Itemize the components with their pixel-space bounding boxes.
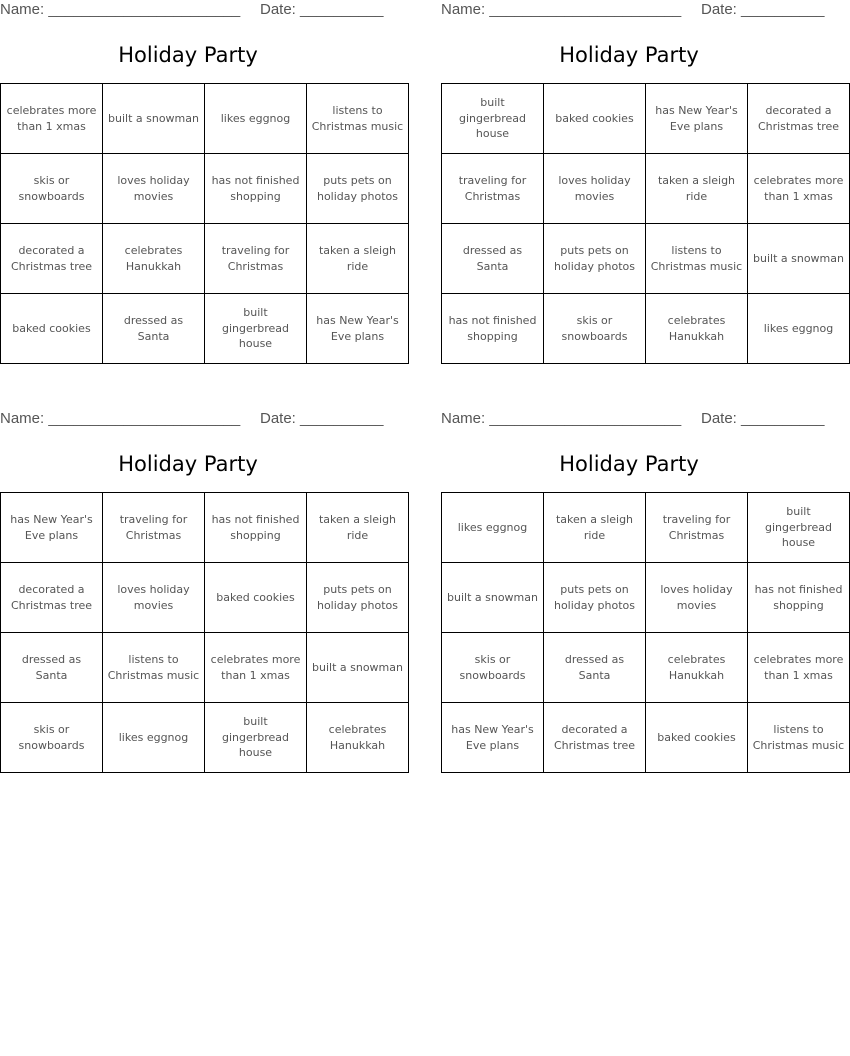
- bingo-cell: decorated a Christmas tree: [1, 563, 103, 633]
- bingo-cell: has New Year's Eve plans: [646, 84, 748, 154]
- bingo-cell: traveling for Christmas: [103, 493, 205, 563]
- bingo-cell: built a snowman: [442, 563, 544, 633]
- bingo-cell: built a snowman: [307, 633, 409, 703]
- bingo-cell: dressed as Santa: [544, 633, 646, 703]
- grid-row: [1, 84, 409, 154]
- grid-row: [442, 563, 850, 633]
- grid-row: [442, 84, 850, 154]
- grid-row: [1, 563, 409, 633]
- bingo-cell: baked cookies: [1, 294, 103, 364]
- name-field-label: Name: _______________________: [441, 1, 682, 18]
- bingo-cell: baked cookies: [205, 563, 307, 633]
- bingo-cell: puts pets on holiday photos: [307, 154, 409, 224]
- bingo-cell: traveling for Christmas: [205, 224, 307, 294]
- bingo-cell: traveling for Christmas: [442, 154, 544, 224]
- bingo-cell: baked cookies: [646, 703, 748, 773]
- bingo-card-2: [441, 0, 844, 343]
- card-title: Holiday Party: [559, 452, 699, 476]
- bingo-cell: has New Year's Eve plans: [442, 703, 544, 773]
- grid-row: [1, 294, 409, 364]
- bingo-cell: built a snowman: [748, 224, 850, 294]
- bingo-cell: loves holiday movies: [544, 154, 646, 224]
- bingo-cell: celebrates Hanukkah: [103, 224, 205, 294]
- grid-row: [442, 703, 850, 773]
- date-field-label: Date: __________: [701, 410, 825, 427]
- bingo-cell: loves holiday movies: [103, 563, 205, 633]
- bingo-cell: dressed as Santa: [103, 294, 205, 364]
- card-header-fields: [0, 409, 384, 431]
- bingo-cell: decorated a Christmas tree: [1, 224, 103, 294]
- bingo-cell: loves holiday movies: [103, 154, 205, 224]
- bingo-cell: skis or snowboards: [544, 294, 646, 364]
- bingo-cell: dressed as Santa: [442, 224, 544, 294]
- bingo-card-3: [0, 409, 403, 760]
- date-field-label: Date: __________: [260, 410, 384, 427]
- grid-row: [1, 633, 409, 703]
- bingo-cell: built gingerbread house: [748, 493, 850, 563]
- bingo-cell: celebrates more than 1 xmas: [205, 633, 307, 703]
- card-title: Holiday Party: [559, 43, 699, 67]
- bingo-cell: skis or snowboards: [442, 633, 544, 703]
- bingo-cell: celebrates Hanukkah: [646, 294, 748, 364]
- bingo-cell: has not finished shopping: [442, 294, 544, 364]
- bingo-cell: baked cookies: [544, 84, 646, 154]
- bingo-grid: [441, 83, 850, 364]
- bingo-cell: decorated a Christmas tree: [748, 84, 850, 154]
- bingo-cell: has not finished shopping: [748, 563, 850, 633]
- bingo-grid: [0, 83, 409, 364]
- bingo-cell: built a snowman: [103, 84, 205, 154]
- card-header-fields: [441, 0, 825, 22]
- grid-row: [1, 703, 409, 773]
- bingo-cell: taken a sleigh ride: [307, 224, 409, 294]
- bingo-cell: built gingerbread house: [442, 84, 544, 154]
- bingo-cell: decorated a Christmas tree: [544, 703, 646, 773]
- bingo-cell: celebrates Hanukkah: [307, 703, 409, 773]
- bingo-cell: taken a sleigh ride: [646, 154, 748, 224]
- name-field-label: Name: _______________________: [0, 410, 241, 427]
- bingo-cell: celebrates more than 1 xmas: [748, 633, 850, 703]
- card-title: Holiday Party: [118, 43, 258, 67]
- bingo-grid: [0, 492, 409, 773]
- card-header-fields: [441, 409, 825, 431]
- date-field-label: Date: __________: [701, 1, 825, 18]
- bingo-cell: skis or snowboards: [1, 703, 103, 773]
- card-header-fields: [0, 0, 384, 22]
- bingo-cell: skis or snowboards: [1, 154, 103, 224]
- bingo-cell: has not finished shopping: [205, 154, 307, 224]
- bingo-cell: has not finished shopping: [205, 493, 307, 563]
- grid-row: [442, 154, 850, 224]
- bingo-cell: traveling for Christmas: [646, 493, 748, 563]
- bingo-cell: loves holiday movies: [646, 563, 748, 633]
- grid-row: [442, 493, 850, 563]
- card-title: Holiday Party: [118, 452, 258, 476]
- bingo-cell: built gingerbread house: [205, 294, 307, 364]
- grid-row: [442, 224, 850, 294]
- name-field-label: Name: _______________________: [0, 1, 241, 18]
- bingo-cell: listens to Christmas music: [646, 224, 748, 294]
- bingo-cell: listens to Christmas music: [748, 703, 850, 773]
- bingo-cell: listens to Christmas music: [307, 84, 409, 154]
- grid-row: [1, 224, 409, 294]
- bingo-cell: puts pets on holiday photos: [307, 563, 409, 633]
- bingo-cell: dressed as Santa: [1, 633, 103, 703]
- grid-row: [442, 633, 850, 703]
- name-field-label: Name: _______________________: [441, 410, 682, 427]
- grid-row: [1, 154, 409, 224]
- bingo-cell: taken a sleigh ride: [544, 493, 646, 563]
- bingo-cell: likes eggnog: [442, 493, 544, 563]
- bingo-cell: celebrates more than 1 xmas: [748, 154, 850, 224]
- bingo-cell: celebrates more than 1 xmas: [1, 84, 103, 154]
- bingo-cell: likes eggnog: [205, 84, 307, 154]
- bingo-cell: puts pets on holiday photos: [544, 224, 646, 294]
- bingo-cell: taken a sleigh ride: [307, 493, 409, 563]
- bingo-cell: likes eggnog: [103, 703, 205, 773]
- bingo-cell: has New Year's Eve plans: [1, 493, 103, 563]
- grid-row: [1, 493, 409, 563]
- date-field-label: Date: __________: [260, 1, 384, 18]
- bingo-card-1: [0, 0, 404, 351]
- bingo-cell: built gingerbread house: [205, 703, 307, 773]
- grid-row: [442, 294, 850, 364]
- bingo-card-4: [441, 409, 845, 752]
- bingo-cell: has New Year's Eve plans: [307, 294, 409, 364]
- bingo-cell: likes eggnog: [748, 294, 850, 364]
- bingo-cell: celebrates Hanukkah: [646, 633, 748, 703]
- bingo-grid: [441, 492, 850, 773]
- bingo-cell: puts pets on holiday photos: [544, 563, 646, 633]
- bingo-cell: listens to Christmas music: [103, 633, 205, 703]
